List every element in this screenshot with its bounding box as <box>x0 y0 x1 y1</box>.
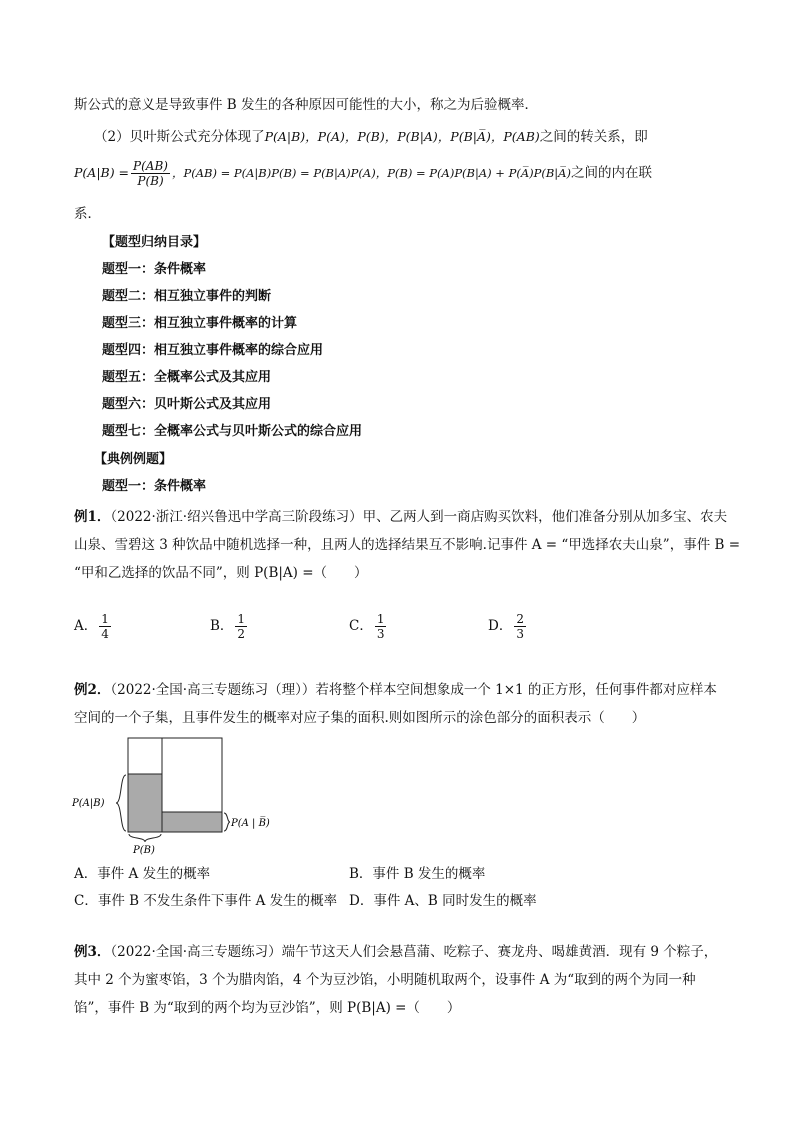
intro-line-3 <box>74 158 734 188</box>
shaded-region-ab <box>128 774 162 832</box>
intro-line-2-terms: P(A|B)，P(A)，P(B)，P(B|A)，P(B|A̅)，P(AB) <box>264 129 540 144</box>
ex3-line-1 <box>74 942 734 962</box>
bottom-brace <box>129 834 161 842</box>
ex2-line-2: 空间的一个子集，且事件发生的概率对应子集的面积.则如图所示的涂色部分的面积表示（ ） <box>74 710 646 726</box>
option-denominator: 2 <box>237 627 246 641</box>
ex3-line-2: 其中 2 个为蜜枣馅，3 个为腊肉馅，4 个为豆沙馅，小明随机取两个，设事件 A 为“取到的两个为同一种 <box>74 972 696 988</box>
option-denominator: 3 <box>516 627 524 641</box>
ex2-option-c: C．事件 B 不发生条件下事件 A 发生的概率 <box>74 893 338 909</box>
formula-fraction <box>131 159 170 188</box>
ex1-text-1: （2022·浙江·绍兴鲁迅中学高三阶段练习）甲、乙两人到一商店购买饮料，他们准备分别从加多宝、农夫 <box>110 509 728 525</box>
label-p-b: P(B) <box>133 845 155 856</box>
option-denominator: 3 <box>376 627 385 641</box>
ex3-text-1: （2022·全国·高三专题练习）端午节这天人们会悬菖蒲、吃粽子、赛龙舟、喝雄黄酒．现有 9 个粽子， <box>110 944 718 960</box>
option-denominator: 4 <box>101 627 109 641</box>
option-fraction <box>99 612 111 641</box>
option-numerator: 1 <box>376 612 385 626</box>
intro-line-4: 系． <box>74 206 101 222</box>
catalog-item: 题型四：相互独立事件概率的综合应用 <box>102 343 324 358</box>
option-label: D． <box>488 618 513 634</box>
ex2-text-1: （2022·全国·高三专题练习（理））若将整个样本空间想象成一个 1×1 的正方形，任何事件都对应样本 <box>110 682 717 698</box>
formula-lhs: P(A|B) = <box>74 165 130 180</box>
ex1-option-c <box>349 612 388 641</box>
ex1-option-d <box>488 612 528 641</box>
catalog-item: 题型五：全概率公式及其应用 <box>102 370 272 385</box>
option-label: C． <box>349 618 373 634</box>
formula-numerator: P(AB) <box>133 159 168 173</box>
shaded-region-a-not-b <box>162 812 222 832</box>
ex2-option-a: A．事件 A 发生的概率 <box>74 866 211 882</box>
ex1-line-1 <box>74 507 734 527</box>
label-p-a-given-b: P(A|B) <box>72 798 105 809</box>
catalog-item: 题型七：全概率公式与贝叶斯公式的综合应用 <box>102 424 363 439</box>
option-label: B． <box>210 618 234 634</box>
catalog-item: 题型三：相互独立事件概率的计算 <box>102 316 298 331</box>
catalog-title: 【题型归纳目录】 <box>102 235 207 250</box>
left-brace <box>116 775 126 831</box>
ex3-line-3: 馅”，事件 B 为“取到的两个均为豆沙馅”，则 P(B|A) =（ ） <box>74 1000 461 1016</box>
section-title: 题型一：条件概率 <box>102 479 207 494</box>
catalog-item: 题型六：贝叶斯公式及其应用 <box>102 397 272 412</box>
ex1-label: 例1． <box>74 509 111 525</box>
ex1-option-a <box>74 612 113 641</box>
option-numerator: 1 <box>101 612 109 626</box>
intro-line-2 <box>94 127 734 147</box>
option-fraction <box>375 612 387 641</box>
ex2-label: 例2． <box>74 682 111 698</box>
examples-heading: 【典例例题】 <box>94 452 173 467</box>
option-numerator: 1 <box>237 612 246 626</box>
ex1-line-3: “甲和乙选择的饮品不同”，则 P(B|A) =（ ） <box>74 565 368 581</box>
ex2-line-1 <box>74 680 734 700</box>
option-numerator: 2 <box>516 612 524 626</box>
formula-rest: ，P(AB) = P(A|B)P(B) = P(B|A)P(A)，P(B) = P(A)P(B|A) + P(A̅)P(B|A̅) <box>171 166 571 180</box>
ex3-label: 例3． <box>74 944 111 960</box>
catalog-item: 题型二：相互独立事件的判断 <box>102 289 272 304</box>
intro-line-1: 斯公式的意义是导致事件 B 发生的各种原因可能性的大小，称之为后验概率． <box>74 97 539 113</box>
catalog-item: 题型一：条件概率 <box>102 262 207 277</box>
ex2-option-d: D．事件 A、B 同时发生的概率 <box>349 893 537 909</box>
ex2-option-b: B．事件 B 发生的概率 <box>349 866 486 882</box>
intro-line-3-suffix: 之间的内在联 <box>570 165 652 181</box>
ex1-line-2: 山泉、雪碧这 3 种饮品中随机选择一种，且两人的选择结果互不影响.记事件 A = “甲选择农夫山泉”，事件 B = <box>74 537 741 553</box>
ex1-option-b <box>210 612 249 641</box>
option-label: A． <box>74 618 98 634</box>
formula-denominator: P(B) <box>137 174 164 188</box>
intro-line-2-prefix: （2）贝叶斯公式充分体现了 <box>94 129 265 145</box>
option-fraction <box>514 612 526 641</box>
intro-line-2-suffix: 之间的转关系，即 <box>539 129 648 145</box>
label-p-a-given-not-b: P(A | B̅) <box>231 818 270 829</box>
right-brace <box>224 813 230 831</box>
option-fraction <box>235 612 247 641</box>
probability-square-figure <box>70 735 300 860</box>
